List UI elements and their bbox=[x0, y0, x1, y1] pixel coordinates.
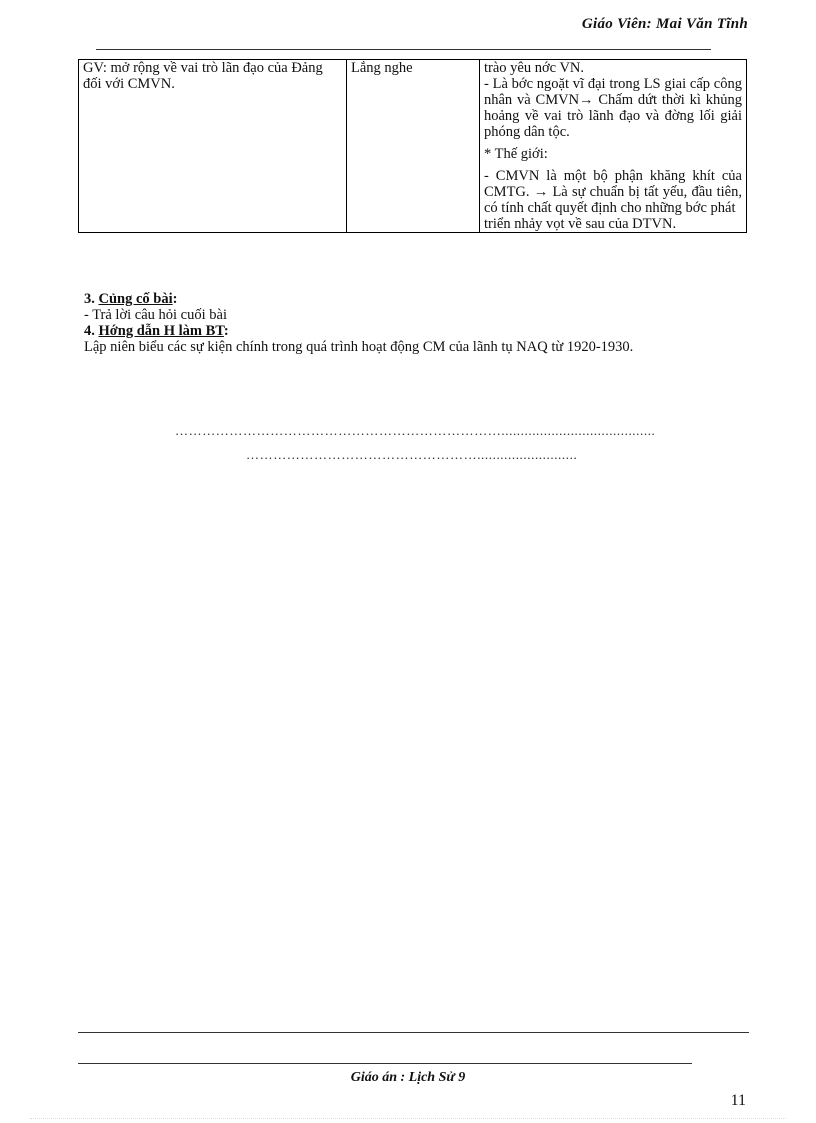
page-edge-divider bbox=[30, 1118, 786, 1119]
footer-rule bbox=[78, 1063, 692, 1064]
section-4-title: Hớng dẫn H làm BT bbox=[98, 323, 224, 339]
teacher-activity-cell: GV: mở rộng về vai trò lãn đạo của Đảng đối với CMVN. bbox=[79, 60, 347, 233]
section-4-text: Lập niên biểu các sự kiện chính trong quá trình hoạt động CM của lãnh tụ NAQ từ 1920-1930. bbox=[84, 339, 634, 355]
dotted-separator: …………………………………………….......................... bbox=[246, 447, 578, 462]
content-line: triển nhảy vọt về sau của DTVN. bbox=[484, 216, 677, 232]
section-3-title: Củng cố bài bbox=[98, 291, 173, 307]
section-3-text: - Trả lời câu hỏi cuối bài bbox=[84, 307, 227, 323]
footer-title: Giáo án : Lịch Sử 9 bbox=[350, 1070, 466, 1085]
footer-rule bbox=[78, 1032, 749, 1033]
content-paragraph: - Là bớc ngoặt vĩ đại trong LS giai cấp công nhân và CMVN→ Chấm dứt thời kì khủng hoảng về vai trò lãnh đạo và đờng lối giải phóng dân tộc. bbox=[484, 76, 742, 140]
content-line: trào yêu nớc VN. bbox=[484, 60, 585, 76]
lesson-wrapup bbox=[84, 291, 746, 355]
lesson-table bbox=[78, 59, 747, 233]
page-number: 11 bbox=[730, 1092, 746, 1109]
header-title: Giáo Viên: Mai Văn Tĩnh bbox=[581, 16, 748, 32]
student-activity-cell: Lắng nghe bbox=[347, 60, 480, 233]
content-cell bbox=[480, 60, 747, 233]
dotted-separator: ………………………………………………………………........................................ bbox=[175, 423, 656, 438]
section-3-heading: 3. Củng cố bài: bbox=[84, 291, 178, 307]
section-4-heading: 4. Hớng dẫn H làm BT: bbox=[84, 323, 229, 339]
table-row bbox=[79, 60, 747, 233]
content-line: * Thế giới: bbox=[484, 146, 548, 162]
content-paragraph: - CMVN là một bộ phận khăng khít của CMTG. → Là sự chuẩn bị tất yếu, đầu tiên, có tính chất quyết định cho những bớc phát bbox=[484, 168, 742, 216]
header-rule bbox=[96, 49, 711, 50]
